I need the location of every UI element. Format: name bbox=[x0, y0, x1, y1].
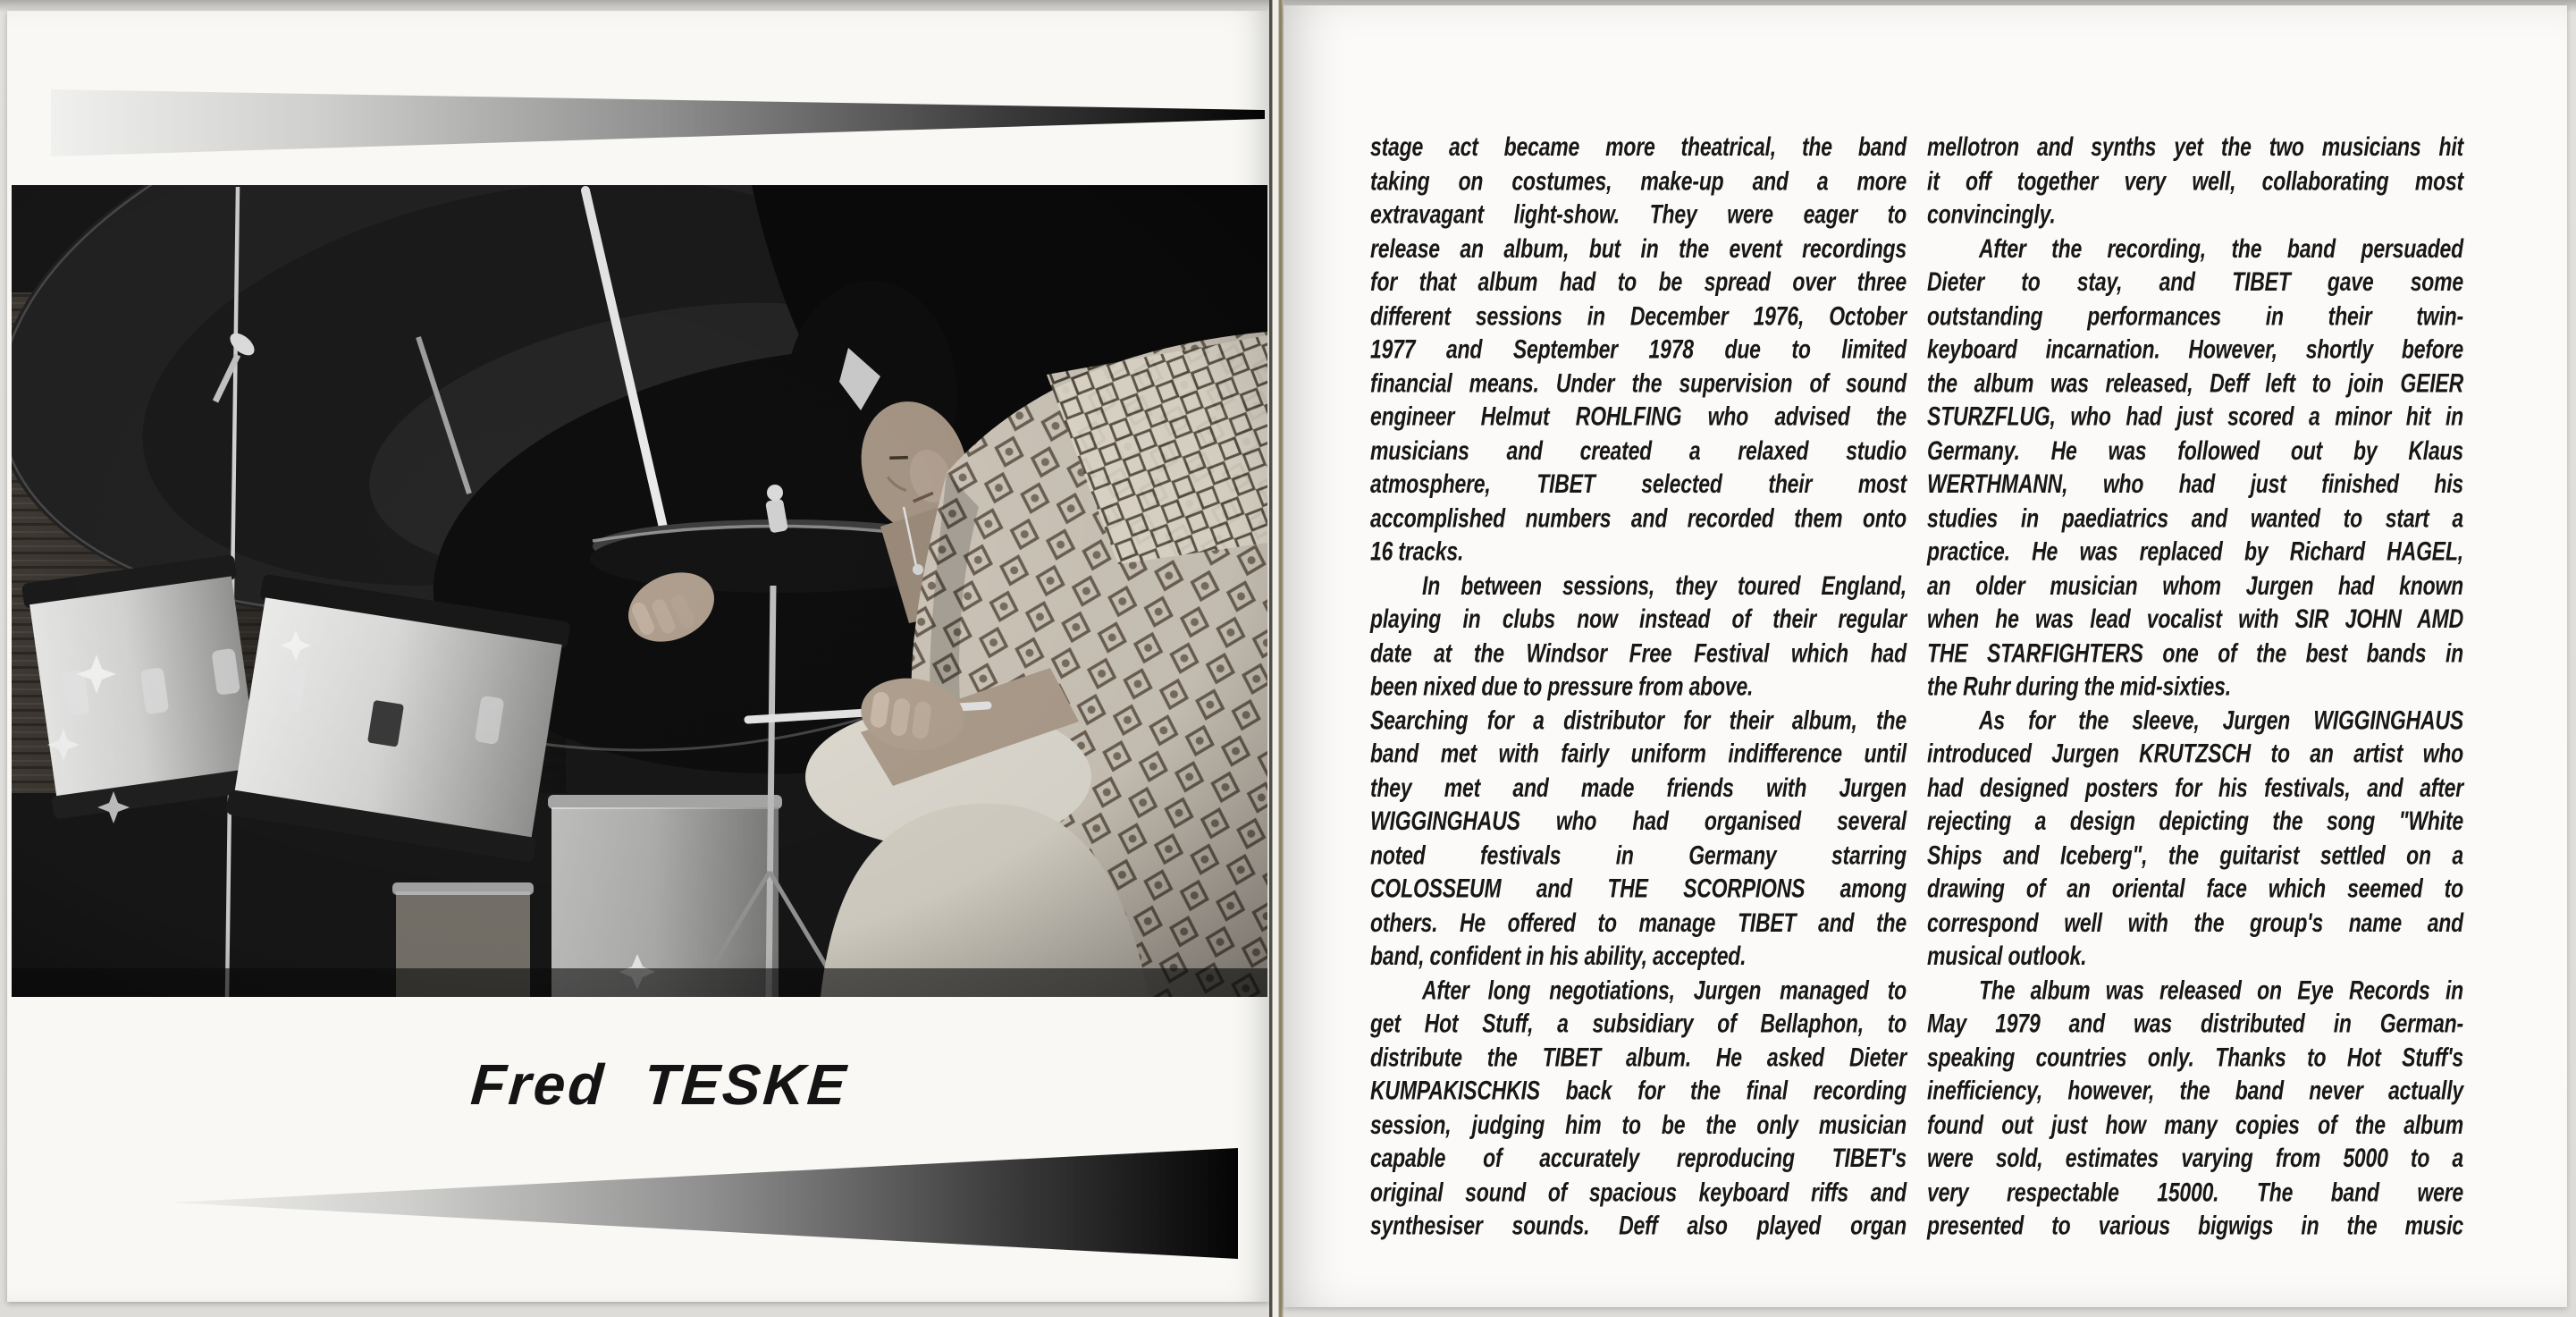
text-line: taking on costumes, make-up and a more bbox=[1370, 165, 1907, 196]
text-line: extravagant light-show. They were eager to bbox=[1370, 198, 1907, 229]
text-line: accomplished numbers and recorded them onto bbox=[1370, 502, 1907, 533]
text-line: capable of accurately reproducing TIBET's bbox=[1370, 1143, 1907, 1173]
text-line: an older musician whom Jurgen had known bbox=[1927, 570, 2463, 600]
text-line: very respectable 15000. The band were bbox=[1927, 1177, 2463, 1207]
text-line: playing in clubs now instead of their regular bbox=[1370, 604, 1907, 634]
text-column-left bbox=[1370, 131, 1907, 1243]
text-line: musicians and created a relaxed studio bbox=[1370, 435, 1907, 465]
text-line: The album was released on Eye Records in bbox=[1979, 974, 2463, 1005]
text-line: band met with fairly uniform indifference until bbox=[1370, 738, 1907, 769]
text-line: rejecting a design depicting the song "White bbox=[1927, 806, 2463, 836]
photo-caption: Fred TESKE bbox=[468, 1052, 851, 1117]
text-line: mellotron and synths yet the two musicians hit bbox=[1927, 131, 2463, 162]
vignette bbox=[12, 185, 1267, 997]
left-page bbox=[7, 11, 1269, 1302]
text-line: when he was lead vocalist with SIR JOHN AMD bbox=[1927, 604, 2463, 634]
text-line: found out just how many copies of the album bbox=[1927, 1109, 2463, 1139]
text-line: financial means. Under the supervision of sound bbox=[1370, 367, 1907, 398]
text-line: different sessions in December 1976, October bbox=[1370, 300, 1907, 331]
text-line: the Ruhr during the mid-sixties. bbox=[1927, 671, 2231, 701]
text-line: release an album, but in the event recordings bbox=[1370, 232, 1907, 263]
text-line: Searching for a distributor for their album, the bbox=[1370, 705, 1907, 735]
text-line: 16 tracks. bbox=[1370, 536, 1464, 566]
text-line: engineer Helmut ROHLFING who advised the bbox=[1370, 401, 1907, 432]
text-line: they met and made friends with Jurgen bbox=[1370, 772, 1907, 802]
text-line: get Hot Stuff, a subsidiary of Bellaphon, to bbox=[1370, 1008, 1907, 1038]
text-line: others. He offered to manage TIBET and the bbox=[1370, 907, 1907, 937]
text-line: STURZFLUG, who had just scored a minor hit in bbox=[1927, 401, 2463, 432]
text-line: stage act became more theatrical, the band bbox=[1370, 131, 1907, 162]
text-line: session, judging him to be the only musician bbox=[1370, 1109, 1907, 1139]
text-line: practice. He was replaced by Richard HAGEL, bbox=[1927, 536, 2463, 566]
text-line: the album was released, Deff left to join GEIER bbox=[1927, 367, 2463, 398]
text-line: introduced Jurgen KRUTZSCH to an artist who bbox=[1927, 738, 2463, 769]
text-line: As for the sleeve, Jurgen WIGGINGHAUS bbox=[1979, 705, 2463, 735]
text-line: noted festivals in Germany starring bbox=[1370, 839, 1907, 870]
text-column-right bbox=[1927, 131, 2463, 1243]
text-line: band, confident in his ability, accepted. bbox=[1370, 941, 1747, 971]
text-line: original sound of spacious keyboard riffs and bbox=[1370, 1177, 1907, 1207]
text-line: were sold, estimates varying from 5000 to a bbox=[1927, 1143, 2463, 1173]
text-line: WERTHMANN, who had just finished his bbox=[1927, 469, 2463, 499]
text-line: speaking countries only. Thanks to Hot Stuff's bbox=[1927, 1042, 2463, 1072]
text-line: Germany. He was followed out by Klaus bbox=[1927, 435, 2463, 465]
text-line: May 1979 and was distributed in German- bbox=[1927, 1008, 2463, 1038]
text-line: studies in paediatrics and wanted to start a bbox=[1927, 502, 2463, 533]
text-line: distribute the TIBET album. He asked Dieter bbox=[1370, 1042, 1907, 1072]
text-line: Ships and Iceberg", the guitarist settled on a bbox=[1927, 839, 2463, 870]
text-line: correspond well with the group's name and bbox=[1927, 907, 2463, 937]
text-line: Dieter to stay, and TIBET gave some bbox=[1927, 266, 2463, 297]
text-line: After long negotiations, Jurgen managed to bbox=[1422, 974, 1907, 1005]
text-line: inefficiency, however, the band never actually bbox=[1927, 1075, 2463, 1106]
text-line: KUMPAKISCHKIS back for the final recording bbox=[1370, 1075, 1907, 1106]
page-spine bbox=[1269, 0, 1284, 1317]
text-line: synthesiser sounds. Deff also played organ bbox=[1370, 1210, 1907, 1240]
text-line: In between sessions, they toured England, bbox=[1422, 570, 1907, 600]
top-gradient-wedge bbox=[51, 89, 1265, 156]
text-line: date at the Windsor Free Festival which had bbox=[1370, 637, 1907, 668]
text-line: musical outlook. bbox=[1927, 941, 2087, 971]
text-line: outstanding performances in their twin- bbox=[1927, 300, 2463, 331]
text-line: WIGGINGHAUS who had organised several bbox=[1370, 806, 1907, 836]
text-line: drawing of an oriental face which seemed to bbox=[1927, 873, 2463, 903]
bottom-gradient-wedge bbox=[170, 1148, 1238, 1259]
right-page bbox=[1284, 5, 2567, 1307]
text-line: convincingly. bbox=[1927, 198, 2056, 229]
text-line: had designed posters for his festivals, and after bbox=[1927, 772, 2463, 802]
text-line: keyboard incarnation. However, shortly before bbox=[1927, 333, 2463, 364]
text-line: it off together very well, collaborating most bbox=[1927, 165, 2463, 196]
text-line: 1977 and September 1978 due to limited bbox=[1370, 333, 1907, 364]
drummer-photo bbox=[12, 185, 1267, 997]
text-line: been nixed due to pressure from above. bbox=[1370, 671, 1754, 701]
text-line: presented to various bigwigs in the music bbox=[1927, 1210, 2463, 1240]
text-line: After the recording, the band persuaded bbox=[1979, 232, 2463, 263]
text-line: for that album had to be spread over three bbox=[1370, 266, 1907, 297]
text-line: THE STARFIGHTERS one of the best bands in bbox=[1927, 637, 2463, 668]
text-line: atmosphere, TIBET selected their most bbox=[1370, 469, 1907, 499]
text-line: COLOSSEUM and THE SCORPIONS among bbox=[1370, 873, 1907, 903]
